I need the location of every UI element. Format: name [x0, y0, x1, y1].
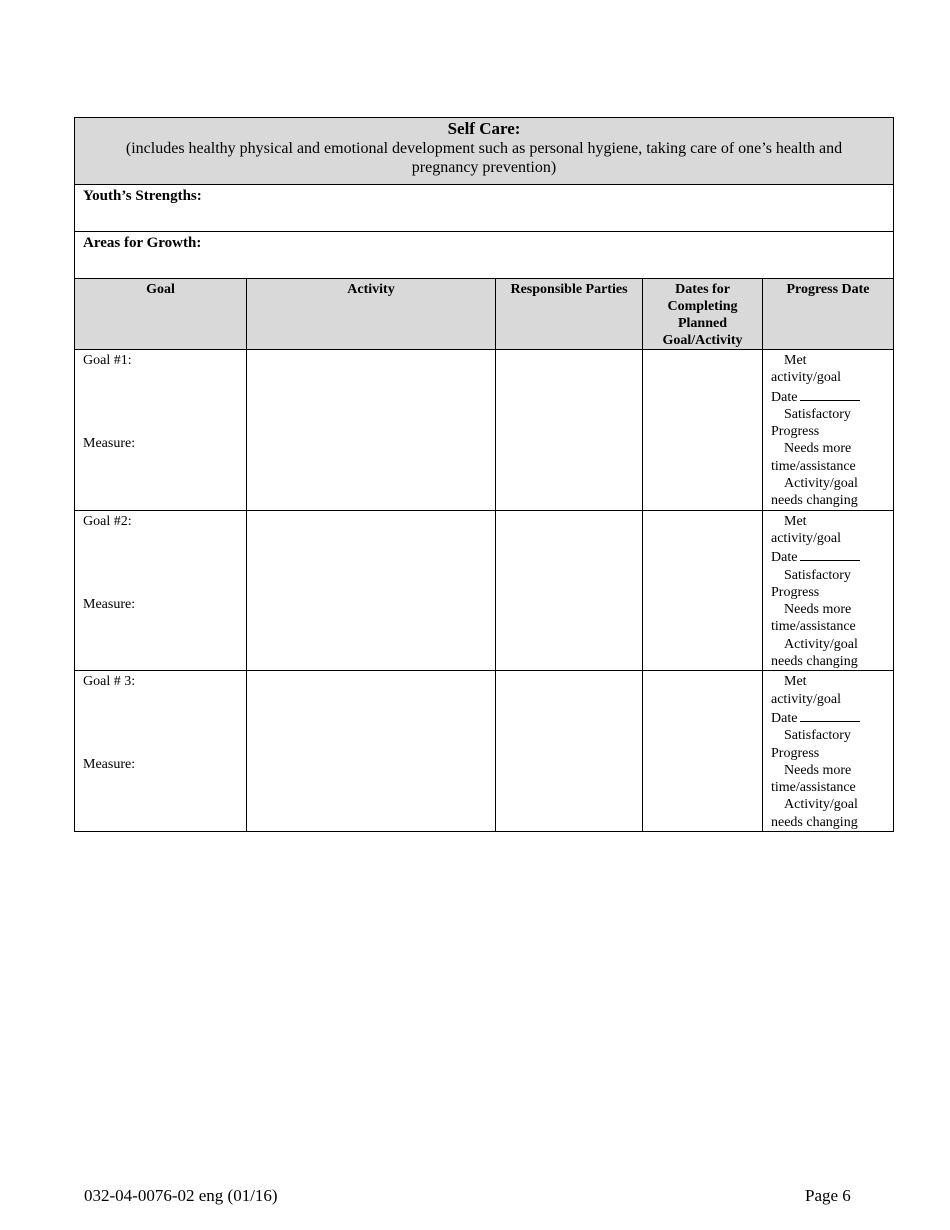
goal-cell[interactable] [75, 510, 247, 671]
column-header-goal: Goal [75, 279, 247, 350]
option-needs-changing[interactable]: Activity/goal [784, 636, 858, 652]
option-satisfactory-cont: Progress [771, 584, 820, 600]
strengths-field[interactable] [75, 185, 894, 232]
goal-label: Goal #2: [83, 513, 132, 529]
responsible-parties-cell[interactable] [496, 671, 643, 832]
date-blank[interactable] [800, 547, 860, 561]
date-blank[interactable] [800, 708, 860, 722]
option-needs-more[interactable]: Needs more [784, 602, 852, 618]
column-header-responsible-parties: Responsible Parties [496, 279, 643, 350]
responsible-parties-cell[interactable] [496, 350, 643, 511]
strengths-label: Youth’s Strengths: [83, 188, 202, 204]
option-satisfactory-cont: Progress [771, 745, 820, 761]
activity-cell[interactable] [247, 671, 496, 832]
activity-cell[interactable] [247, 510, 496, 671]
option-needs-more-cont: time/assistance [771, 619, 856, 635]
measure-label: Measure: [83, 596, 136, 612]
option-met-cont: activity/goal [771, 530, 841, 546]
column-header-progress-date: Progress Date [763, 279, 894, 350]
page-number: Page 6 [805, 1186, 851, 1205]
self-care-table [74, 117, 894, 832]
goal-label: Goal # 3: [83, 674, 136, 690]
option-needs-more[interactable]: Needs more [784, 441, 852, 457]
option-needs-changing[interactable]: Activity/goal [784, 476, 858, 492]
dates-cell[interactable] [643, 671, 763, 832]
date-label: Date [771, 389, 798, 405]
option-needs-changing-cont: needs changing [771, 654, 858, 670]
option-met[interactable]: Met [784, 674, 807, 690]
measure-label: Measure: [83, 436, 136, 451]
option-met[interactable]: Met [784, 513, 807, 529]
dates-cell[interactable] [643, 510, 763, 671]
measure-label: Measure: [83, 757, 136, 773]
option-satisfactory[interactable]: Satisfactory [784, 567, 851, 583]
option-satisfactory[interactable]: Satisfactory [784, 728, 851, 744]
date-label: Date [771, 550, 798, 566]
goal-label: Goal #1: [83, 353, 132, 368]
option-needs-more-cont: time/assistance [771, 780, 856, 796]
option-satisfactory[interactable]: Satisfactory [784, 406, 851, 422]
goal-row [75, 510, 894, 671]
progress-cell [763, 350, 894, 511]
growth-label: Areas for Growth: [83, 235, 202, 251]
goal-cell[interactable] [75, 671, 247, 832]
column-header-activity: Activity [247, 279, 496, 350]
option-needs-changing-cont: needs changing [771, 814, 858, 830]
responsible-parties-cell[interactable] [496, 510, 643, 671]
option-needs-changing[interactable]: Activity/goal [784, 797, 858, 813]
progress-cell [763, 510, 894, 671]
section-header [75, 118, 894, 185]
option-met[interactable]: Met [784, 353, 807, 368]
section-title: Self Care: [447, 119, 521, 138]
date-label: Date [771, 710, 798, 726]
option-needs-changing-cont: needs changing [771, 493, 858, 509]
option-met-cont: activity/goal [771, 691, 841, 707]
activity-cell[interactable] [247, 350, 496, 511]
date-line[interactable] [771, 708, 893, 727]
progress-cell [763, 671, 894, 832]
date-blank[interactable] [800, 387, 860, 401]
column-header-dates: Dates for Completing Planned Goal/Activity [643, 279, 763, 350]
option-met-cont: activity/goal [771, 370, 841, 386]
date-line[interactable] [771, 547, 893, 566]
option-needs-more[interactable]: Needs more [784, 762, 852, 778]
goal-row [75, 350, 894, 511]
growth-field[interactable] [75, 232, 894, 279]
goal-row [75, 671, 894, 832]
option-satisfactory-cont: Progress [771, 424, 820, 440]
dates-cell[interactable] [643, 350, 763, 511]
goal-cell[interactable] [75, 350, 247, 511]
section-subtitle: (includes healthy physical and emotional development such as personal hygiene, taking care of one’s health and pregnancy prevention) [125, 140, 843, 176]
form-number: 032-04-0076-02 eng (01/16) [84, 1186, 278, 1205]
option-needs-more-cont: time/assistance [771, 458, 856, 474]
date-line[interactable] [771, 387, 893, 406]
